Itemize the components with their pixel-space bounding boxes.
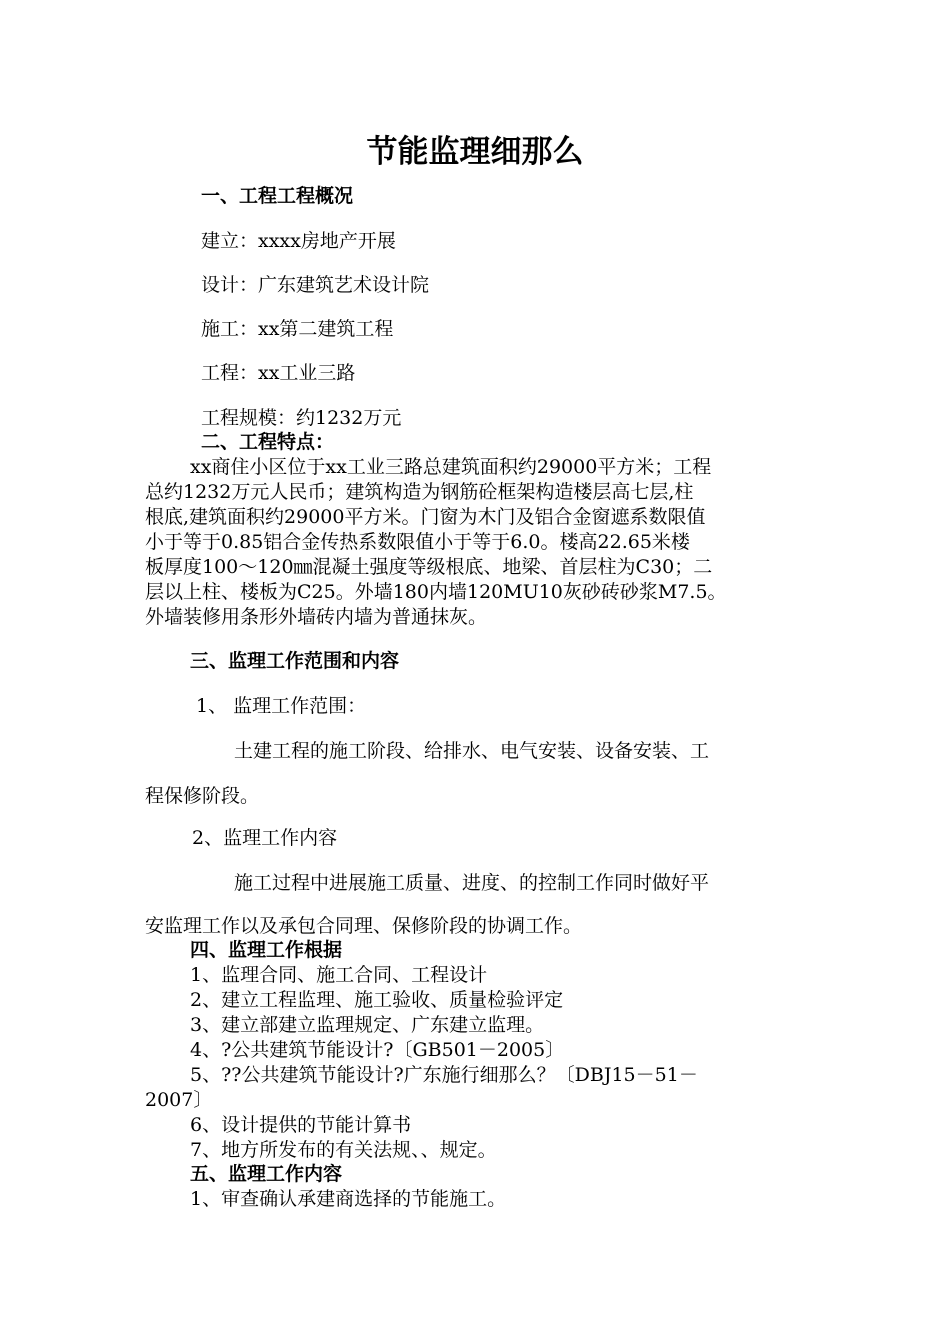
paragraph-line: 总约1232万元人民币；建筑构造为钢筋砼框架构造楼层高七层,柱: [145, 481, 694, 503]
paragraph-line: xx商住小区位于xx工业三路总建筑面积约29000平方米；工程: [190, 456, 712, 478]
paragraph-line: 施工过程中进展施工质量、进度、的控制工作同时做好平: [234, 872, 710, 894]
paragraph-line: 安监理工作以及承包合同理、保修阶段的协调工作。: [145, 915, 583, 937]
project-item: 施工：xx第二建筑工程: [201, 318, 394, 340]
work-item: 1、审查确认承建商选择的节能施工。: [190, 1188, 507, 1210]
project-item: 工程：xx工业三路: [201, 362, 356, 384]
paragraph-line: 土建工程的施工阶段、给排水、电气安装、设备安装、工: [234, 740, 710, 762]
paragraph-line: 小于等于0.85铝合金传热系数限值小于等于6.0。楼高22.65米楼: [145, 531, 690, 553]
section-5-heading: 五、监理工作内容: [190, 1163, 343, 1185]
basis-item: 3、建立部建立监理规定、广东建立监理。: [190, 1014, 545, 1036]
project-item: 工程规模：约1232万元: [201, 407, 402, 429]
document-title: 节能监理细那么: [366, 134, 584, 170]
basis-item: 4、?公共建筑节能设计?〔GB501－2005〕: [190, 1039, 565, 1061]
basis-item: 1、监理合同、施工合同、工程设计: [190, 964, 488, 986]
paragraph-line: 层以上柱、楼板为C25。外墙180内墙120MU10灰砂砖砂浆M7.5。: [145, 581, 727, 603]
section-2-heading: 二、工程特点：: [201, 431, 335, 453]
basis-item: 2、建立工程监理、施工验收、质量检验评定: [190, 989, 564, 1011]
project-item: 设计：广东建筑艺术设计院: [201, 274, 430, 296]
basis-item: 7、地方所发布的有关法规、、规定。: [190, 1139, 497, 1161]
paragraph-line: 外墙装修用条形外墙砖内墙为普通抹灰。: [145, 606, 488, 628]
basis-item: 5、??公共建筑节能设计?广东施行细那么？〔DBJ15－51－: [190, 1064, 698, 1086]
section-3-heading: 三、监理工作范围和内容: [190, 650, 400, 672]
paragraph-line: 程保修阶段。: [145, 785, 260, 807]
section-1-heading: 一、工程工程概况: [201, 185, 354, 207]
basis-item: 2007〕: [145, 1089, 213, 1111]
paragraph-line: 板厚度100～120㎜混凝土强度等级根底、地梁、首层柱为C30；二: [145, 556, 713, 578]
subsection-label: 2、监理工作内容: [192, 827, 338, 849]
subsection-label: 1、 监理工作范围：: [196, 695, 367, 717]
project-item: 建立：xxxx房地产开展: [201, 230, 396, 252]
basis-item: 6、设计提供的节能计算书: [190, 1114, 412, 1136]
section-4-heading: 四、监理工作根据: [190, 939, 343, 961]
paragraph-line: 根底,建筑面积约29000平方米。门窗为木门及铝合金窗遮系数限值: [145, 506, 706, 528]
